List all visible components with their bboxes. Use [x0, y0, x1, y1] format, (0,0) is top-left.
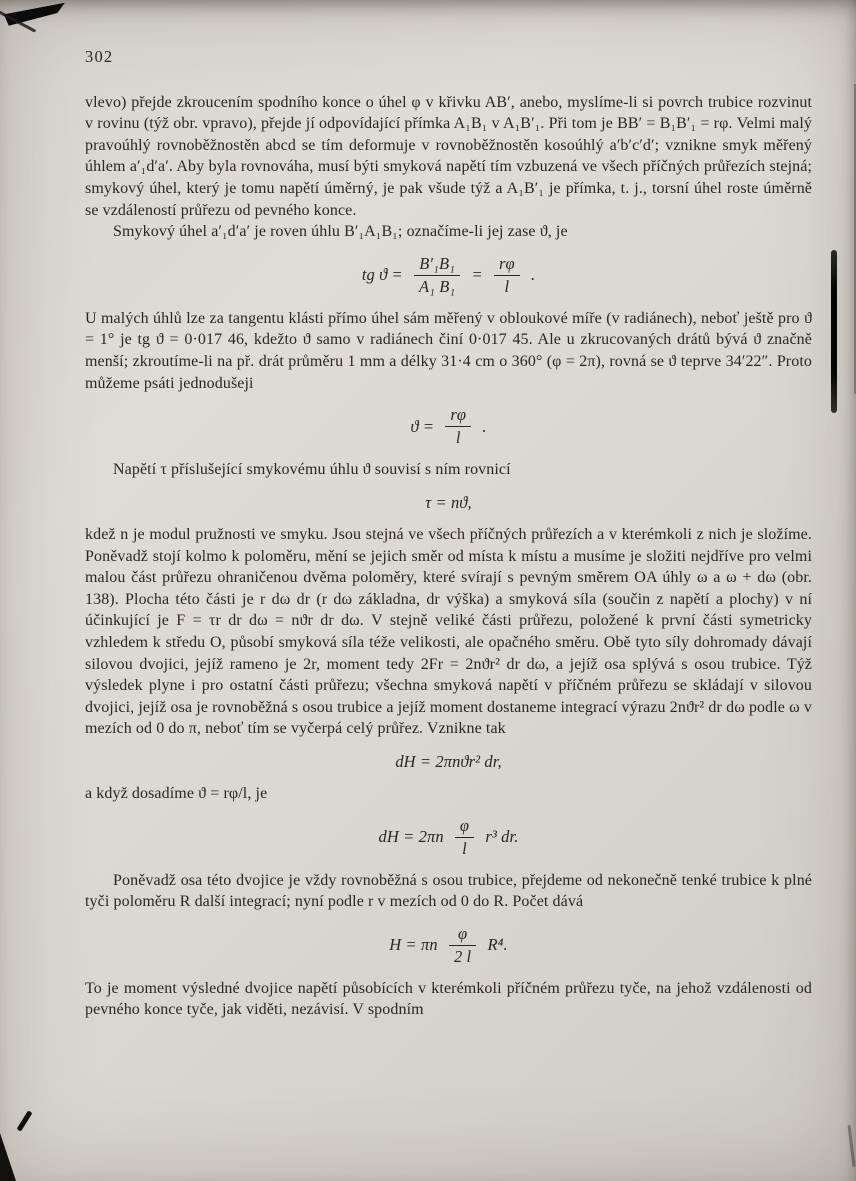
paragraph-shear-modulus: kdež n je modul pružnosti ve smyku. Jsou stejná ve všech příčných průřezích a v kterémkoli z nich je složíme. Poněvadž stojí kolmo k poloměru, mění se jejich směr od místa k místu a musíme je složiti nejdříve pro velmi malou část průřezu ohraničenou dvěma poloměry, které svírají s pevným směrem OA úhly ω a ω + dω (obr. 138). Plocha této části je r dω dr (r dω základna, dr výška) a smyková síla (součin z napětí a plochy) v ní účinkující je F = τr dr dω = nϑr dr dω. V stejně veliké části průřezu, položené k první části symetricky vzhledem k středu O, působí smyková síla téže velikosti, ale opačného směru. Obě tyto síly dohromady dávají silovou dvojici, jejíž rameno je 2r, moment tedy 2Fr = 2nϑr² dr dω, a jejíž osa splývá s osou trubice. Týž výsledek plyne i pro ostatní části průřezu; všechna smyková napětí v příčném průřezu se skládají v silovou dvojici, jejíž osa je rovnoběžná s osou trubice a jejíž moment dostaneme integrací výrazu 2nϑr² dr dω podle ω v mezích od 0 do π, neboť tím se vyčerpá celý průřez. Vznikne tak: [85, 525, 812, 738]
eq1-frac2-denominator: l: [504, 276, 510, 296]
paragraph-small-angles: U malých úhlů lze za tangentu klásti přímo úhel sám měřený v obloukové míře (v radiánech), neboť ještě pro ϑ = 1° je tg ϑ = 0·017 46, kdežto ϑ samo v radiánech činí 0·017 45. Ale u zkrucovaných drátů bývá ϑ značně menší; zkroutíme-li na př. drát průměru 1 mm a délky 31·4 cm o 360° (φ = 2π), rovná se ϑ teprve 34′22″. Proto můžeme psáti jednodušeji: [85, 309, 812, 392]
eq1-frac2-numerator: rφ: [494, 254, 520, 276]
eq1-fraction-2: [494, 254, 520, 297]
eq1-equals: =: [471, 265, 483, 285]
eq6-rhs: R⁴.: [487, 935, 508, 955]
paragraph-shear-angle: Smykový úhel a′₁d′a′ je roven úhlu B′₁A₁B₁; označíme-li jej zase ϑ, je: [113, 223, 568, 241]
equation-tg-theta: [85, 254, 812, 297]
eq6-numerator: φ: [449, 924, 476, 946]
eq1-fraction-1: [414, 254, 460, 297]
paragraph-torsion-intro: vlevo) přejde zkroucením spodního konce o úhel φ v křivku AB′, anebo, myslíme-li si povrch trubice rozvinut v rovinu (týž obr. vpravo), přejde jí odpovídající přímka A₁B₁ v A₁B′₁. Při tom je BB′ = B₁B′₁ = rφ. Velmi malý pravoúhlý rovnoběžnostěn abcd se tím deformuje v rovnoběžnostěn kosoúhlý a′b′c′d′; vznikne smyk měřený úhlem a′₁d′a′. Aby byla rovnováha, musí býti smyková napětí tím vzbuzená ve všech příčných průřezích stejná; smykový úhel, který je tomu napětí úměrný, je pak všude týž a A₁B′₁ je přímka, t. j., torsní úhel roste úměrně se vzdáleností průřezu od pevného konce.: [85, 93, 812, 219]
eq1-frac1-numerator: B′₁B₁: [414, 254, 460, 276]
page-content: [85, 46, 812, 1021]
eq1-lhs: tg ϑ =: [361, 265, 403, 285]
eq1-period: .: [530, 265, 536, 285]
eq5-lhs: dH = 2πn: [378, 827, 444, 847]
eq3-text: τ = nϑ,: [425, 492, 472, 512]
eq2-period: .: [482, 416, 487, 436]
equation-dH-1: [85, 751, 812, 772]
eq6-lhs: H = πn: [389, 935, 438, 955]
eq5-numerator: φ: [455, 816, 474, 838]
eq2-denominator: l: [455, 428, 461, 448]
scan-artifact-right-margin-bar: [831, 250, 837, 413]
eq5-denominator: l: [462, 838, 467, 858]
eq1-frac1-denominator: A₁ B₁: [418, 276, 456, 296]
eq5-fraction: [455, 816, 474, 859]
eq2-lhs: ϑ =: [410, 416, 435, 436]
eq6-fraction: [449, 924, 476, 967]
eq5-rhs: r³ dr.: [485, 827, 519, 847]
eq6-denominator: 2 l: [453, 946, 472, 966]
paragraph-conclusion: To je moment výsledné dvojice napětí působících v kterémkoli příčném průřezu tyče, na jehož vzdálenosti od pevného konce tyče, jak viděti, nezávisí. V spodním: [85, 979, 812, 1019]
eq2-numerator: rφ: [445, 405, 471, 427]
equation-theta: [85, 405, 812, 448]
paragraph-stress-relation: Napětí τ příslušející smykovému úhlu ϑ souvisí s ním rovnicí: [113, 461, 511, 479]
eq2-fraction: [445, 405, 471, 448]
equation-dH-2: [85, 816, 812, 859]
page-number: 302: [85, 47, 114, 66]
paragraph-full-rod: Poněvadž osa této dvojice je vždy rovnoběžná s osou trubice, přejdeme od nekonečně tenké trubice k plné tyči poloměru R další integrací; nyní podle r v mezích od 0 do R. Počet dává: [85, 871, 812, 911]
eq4-text: dH = 2πnϑr² dr,: [395, 752, 502, 772]
paragraph-substitution: a když dosadíme ϑ = rφ/l, je: [85, 785, 268, 803]
equation-tau: [85, 492, 812, 513]
equation-H: [85, 924, 812, 967]
